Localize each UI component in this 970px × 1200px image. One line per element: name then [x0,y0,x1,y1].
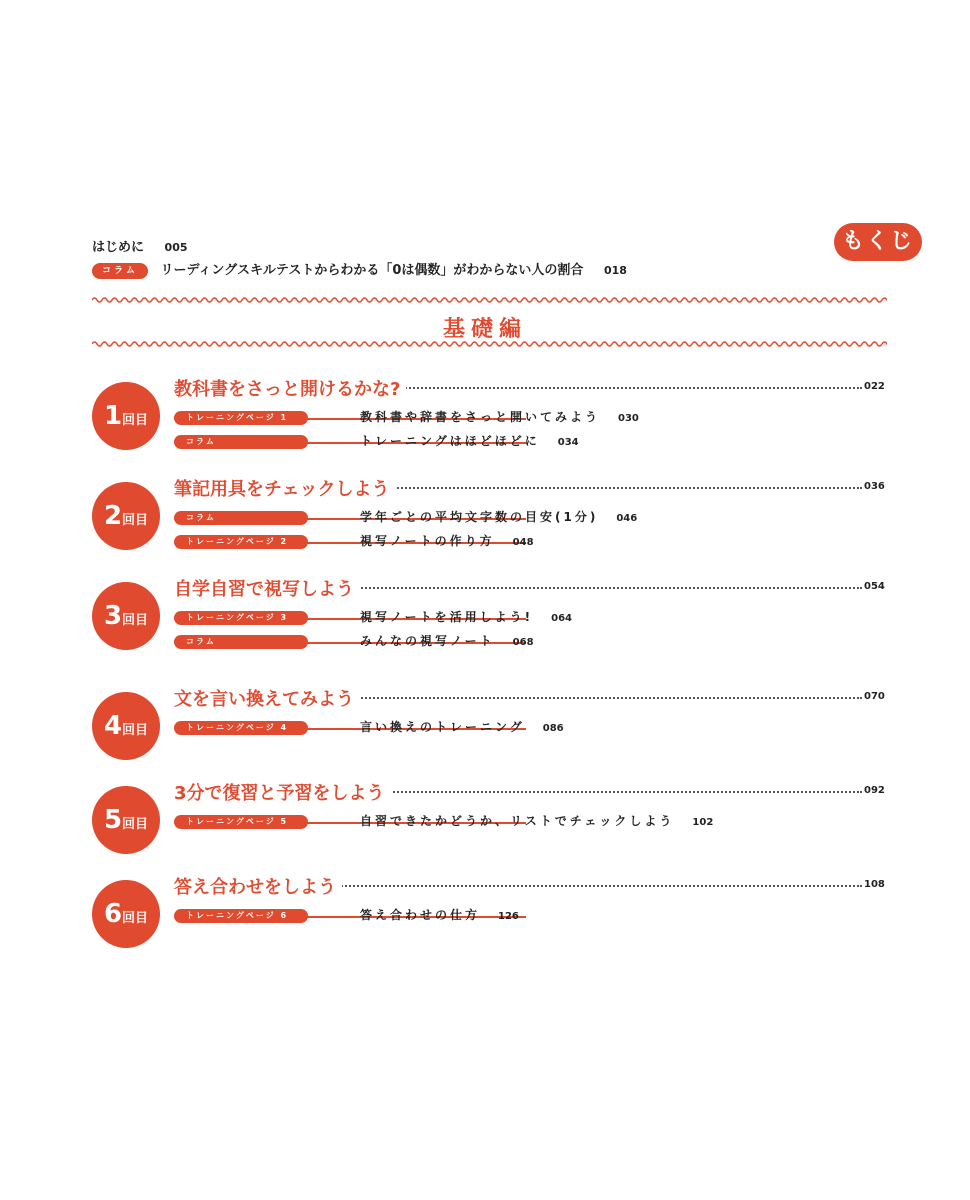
sub-page: 030 [618,413,639,424]
sub-page: 068 [512,637,534,648]
sub-text-wrap [360,508,637,525]
sub-page: 048 [512,537,534,548]
lesson-page: 070 [864,691,885,702]
sub-tag: コラム [174,511,308,525]
sub-tag: トレーニングページ 2 [174,535,308,549]
lesson-page: 092 [864,785,885,796]
sub-text: 自習できたかどうか、リストでチェックしよう [360,814,675,828]
sub-text: トレーニングはほどほどに [360,434,540,448]
lesson-kai: 回目 [122,911,149,926]
lesson-number-circle [92,582,160,650]
sub-entry[interactable] [174,511,874,527]
sub-entry[interactable] [174,535,874,551]
sub-text: 教科書や辞書をさっと開いてみよう [360,410,601,424]
column-page: 018 [603,264,627,277]
lesson-number: 1 [103,401,123,431]
sub-text-wrap [360,408,639,425]
sub-text: 学年ごとの平均文字数の目安(1分) [360,510,599,524]
column-text: リーディングスキルテストからわかる「0は偶数」がわからない人の割合 [160,263,584,278]
lesson-kai: 回目 [122,413,149,428]
hajimeni-page: 005 [164,241,188,254]
lesson-title: 答え合わせをしよう [174,873,342,899]
wave-divider-bottom [92,340,887,348]
lesson-number: 4 [103,711,123,741]
lesson-number-circle [92,482,160,550]
sub-text-wrap [360,432,579,449]
lesson-page: 108 [864,879,885,890]
section-title: 基礎編 [442,317,527,342]
intro-hajimeni[interactable] [92,236,188,255]
sub-text: みんなの視写ノート [360,634,495,648]
sub-tag: トレーニングページ 6 [174,909,308,923]
lesson-title: 教科書をさっと開けるかな? [174,375,406,401]
sub-page: 126 [498,911,519,922]
sub-text-wrap [360,718,564,735]
sub-text: 言い換えのトレーニング [360,720,525,734]
lesson-number: 5 [103,805,123,835]
sub-text-wrap [360,906,519,923]
lesson-page: 036 [864,481,885,492]
sub-page: 102 [692,817,714,828]
lesson-title: 文を言い換えてみよう [174,685,360,711]
lesson-number: 3 [103,601,123,631]
column-tag: コラム [92,263,148,279]
wave-divider-top [92,296,887,304]
sub-entry[interactable] [174,435,874,451]
lesson-number: 2 [103,501,123,531]
sub-text: 視写ノートの作り方 [360,534,495,548]
sub-text: 視写ノートを活用しよう! [360,610,534,624]
intro-column[interactable] [92,259,627,279]
lesson-number-circle [92,880,160,948]
sub-entry[interactable] [174,411,874,427]
sub-tag: トレーニングページ 4 [174,721,308,735]
lesson-number-circle [92,786,160,854]
sub-entry[interactable] [174,909,874,925]
sub-page: 086 [542,723,564,734]
lesson-kai: 回目 [122,817,149,832]
sub-text: 答え合わせの仕方 [360,908,481,922]
sub-text-wrap [360,532,534,549]
hajimeni-label: はじめに [92,240,145,255]
sub-entry[interactable] [174,815,874,831]
sub-tag: コラム [174,635,308,649]
sub-tag: コラム [174,435,308,449]
sub-text-wrap [360,632,534,649]
lesson-page: 054 [864,581,885,592]
lesson-title: 筆記用具をチェックしよう [174,475,395,501]
lesson-number: 6 [103,899,123,929]
sub-page: 046 [616,513,638,524]
lesson-number-circle [92,692,160,760]
lesson-kai: 回目 [122,723,149,738]
sub-entry[interactable] [174,611,874,627]
lesson-number-circle [92,382,160,450]
sub-text-wrap [360,812,713,829]
sub-tag: トレーニングページ 5 [174,815,308,829]
sub-tag: トレーニングページ 3 [174,611,308,625]
lesson-kai: 回目 [122,613,149,628]
lesson-title: 自学自習で視写しよう [174,575,360,601]
sub-page: 064 [551,613,572,624]
mokuji-badge: もくじ [834,223,922,261]
lesson-kai: 回目 [122,513,149,528]
sub-entry[interactable] [174,635,874,651]
sub-page: 034 [557,437,579,448]
sub-text-wrap [360,608,572,625]
lesson-page: 022 [864,381,885,392]
sub-tag: トレーニングページ 1 [174,411,308,425]
sub-entry[interactable] [174,721,874,737]
lesson-title: 3分で復習と予習をしよう [174,779,391,805]
